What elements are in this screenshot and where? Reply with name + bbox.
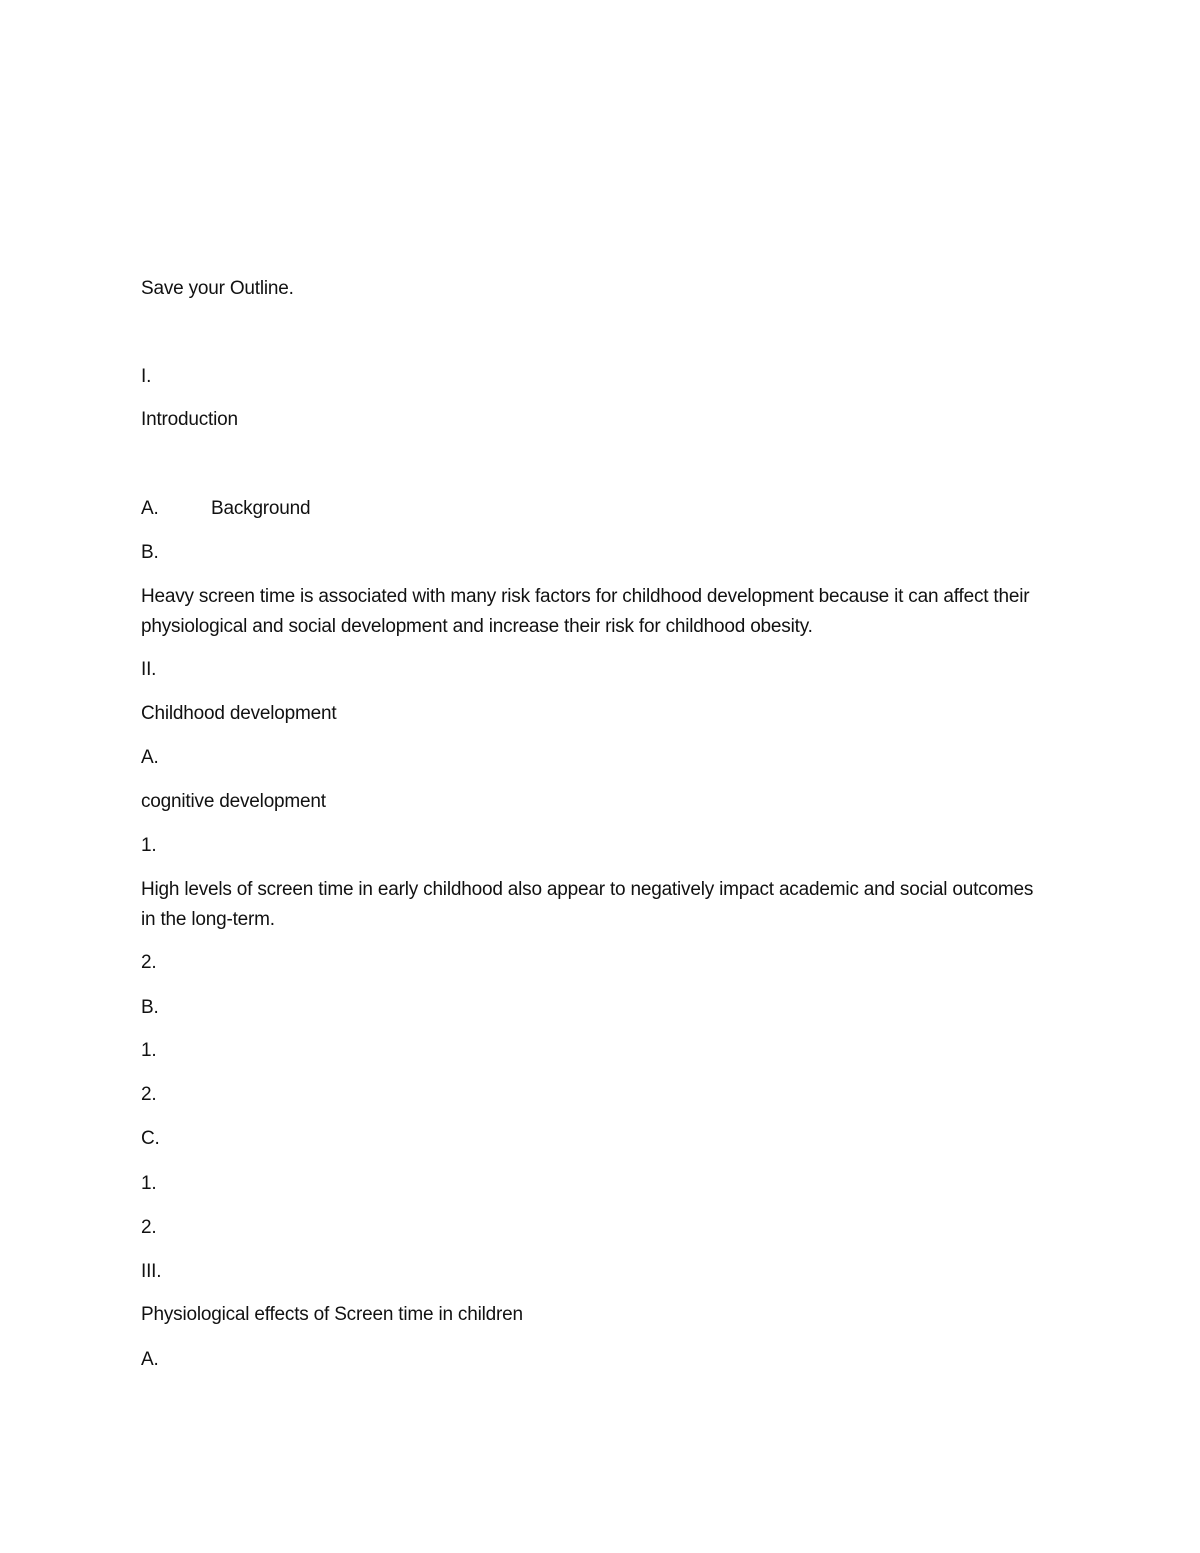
sub-item-paragraph: High levels of screen time in early childhood also appear to negatively impact academic and social outcomes in the long-term. bbox=[141, 879, 1034, 930]
item-label: C. bbox=[141, 1128, 160, 1149]
sub-item-number: 2. bbox=[141, 1217, 157, 1238]
section-title: Childhood development bbox=[141, 703, 337, 724]
item-label: A. bbox=[141, 498, 159, 519]
section-numeral: III. bbox=[141, 1261, 162, 1282]
sub-item-number: 2. bbox=[141, 1084, 157, 1105]
item-label: A. bbox=[141, 747, 159, 768]
sub-item-number: 2. bbox=[141, 952, 157, 973]
section-numeral: I. bbox=[141, 366, 152, 387]
outline-item-row bbox=[141, 494, 310, 524]
sub-item-number: 1. bbox=[141, 1040, 157, 1061]
section-title: Physiological effects of Screen time in children bbox=[141, 1304, 523, 1325]
section-title: Introduction bbox=[141, 409, 238, 430]
item-label: B. bbox=[141, 542, 159, 563]
item-label: A. bbox=[141, 1349, 159, 1370]
thesis-paragraph: Heavy screen time is associated with many risk factors for childhood development because it can affect their physiological and social development and increase their risk for childhood obesity. bbox=[141, 586, 1030, 637]
sub-item-number: 1. bbox=[141, 1173, 157, 1194]
sub-item-number: 1. bbox=[141, 835, 157, 856]
section-numeral: II. bbox=[141, 659, 157, 680]
item-label: B. bbox=[141, 997, 159, 1018]
item-text: Background bbox=[211, 498, 311, 519]
item-text: cognitive development bbox=[141, 791, 326, 812]
outline-heading: Save your Outline. bbox=[141, 278, 294, 299]
